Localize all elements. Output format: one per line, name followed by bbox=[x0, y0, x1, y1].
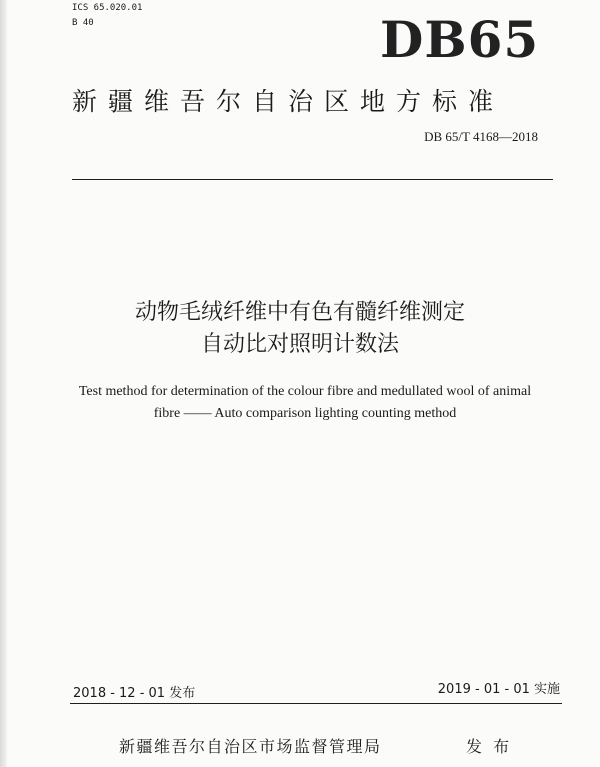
standard-number: DB 65/T 4168—2018 bbox=[424, 129, 538, 144]
implementation-date: 2019 - 01 - 01 实施 bbox=[437, 682, 560, 697]
english-title-line-1: Test method for determination of the colour fibre and medullated wool of animal bbox=[78, 384, 532, 399]
issued-label: 发 布 bbox=[466, 737, 513, 756]
standard-type-heading: 新疆维吾尔自治区地方标准 bbox=[72, 87, 505, 116]
ccs-code: B 40 bbox=[72, 18, 94, 28]
issuing-authority: 新疆维吾尔自治区市场监督管理局 bbox=[119, 737, 382, 756]
footer-divider bbox=[70, 703, 562, 704]
chinese-title-line-1: 动物毛绒纤维中有色有髓纤维测定 bbox=[134, 300, 465, 325]
chinese-title-line-2: 自动比对照明计数法 bbox=[200, 332, 399, 357]
ics-code: ICS 65.020.01 bbox=[72, 3, 143, 13]
english-title-line-2: fibre —— Auto comparison lighting counting method bbox=[153, 406, 457, 421]
db65-logo: DB65 bbox=[380, 10, 540, 69]
header-divider bbox=[72, 179, 553, 180]
issue-date: 2018 - 12 - 01 发布 bbox=[73, 686, 196, 701]
chinese-title bbox=[0, 297, 600, 361]
english-title bbox=[0, 381, 600, 425]
